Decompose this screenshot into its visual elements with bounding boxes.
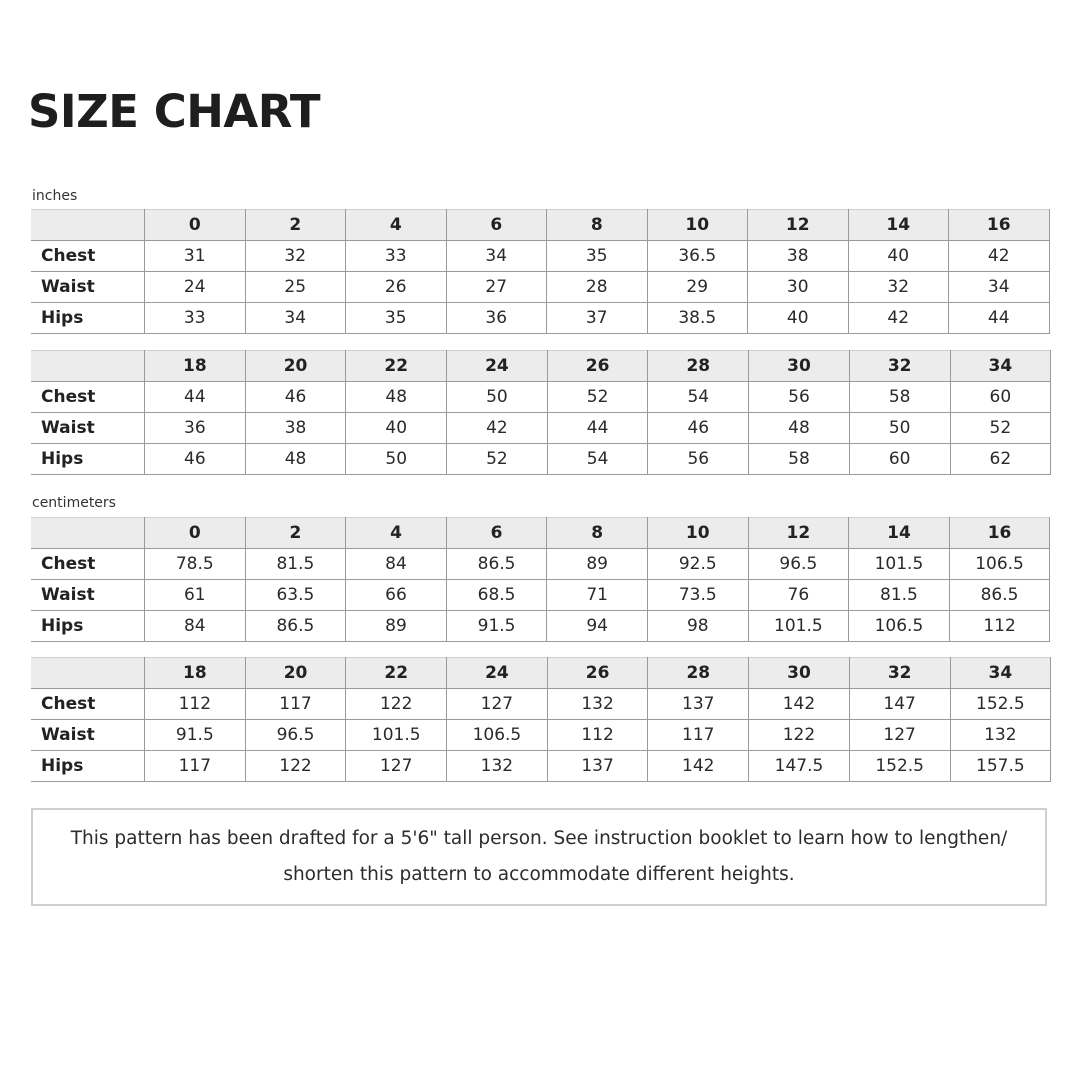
table-cell: 58: [849, 382, 950, 413]
table-cell: 33: [145, 303, 246, 334]
table-cell: 27: [446, 272, 547, 303]
table-cell: 101.5: [346, 720, 447, 751]
table-cell: 89: [547, 549, 648, 580]
table-cell: 127: [447, 689, 548, 720]
size-header-row: [32, 351, 1051, 382]
row-label: Chest: [32, 689, 145, 720]
size-header: 2: [245, 210, 346, 241]
table-cell: 106.5: [849, 611, 950, 642]
size-header: 26: [547, 351, 648, 382]
table-cell: 86.5: [245, 611, 346, 642]
table-cell: 25: [245, 272, 346, 303]
size-header: 20: [245, 658, 346, 689]
table-cell: 62: [950, 444, 1051, 475]
table-cell: 38.5: [647, 303, 748, 334]
table-cell: 122: [346, 689, 447, 720]
table-cell: 50: [447, 382, 548, 413]
table-cell: 101.5: [849, 549, 950, 580]
table-cell: 28: [547, 272, 648, 303]
table-cell: 127: [849, 720, 950, 751]
table-cell: 157.5: [950, 751, 1051, 782]
table-cell: 56: [648, 444, 749, 475]
table-cell: 44: [949, 303, 1050, 334]
size-header: 26: [547, 658, 648, 689]
table-cell: 127: [346, 751, 447, 782]
row-label: Waist: [32, 580, 145, 611]
table-cell: 54: [547, 444, 648, 475]
table-cell: 63.5: [245, 580, 346, 611]
table-cell: 122: [749, 720, 850, 751]
table-row: [32, 580, 1050, 611]
row-label: Hips: [32, 611, 145, 642]
table-cell: 78.5: [145, 549, 246, 580]
table-row: [32, 272, 1050, 303]
table-cell: 112: [547, 720, 648, 751]
table-cell: 86.5: [446, 549, 547, 580]
table-cell: 26: [346, 272, 447, 303]
table-cell: 46: [145, 444, 246, 475]
size-header: 12: [748, 518, 849, 549]
table-cell: 32: [245, 241, 346, 272]
table-cell: 50: [849, 413, 950, 444]
table-cell: 122: [245, 751, 346, 782]
table-cell: 52: [447, 444, 548, 475]
table-cell: 117: [245, 689, 346, 720]
table-cell: 40: [748, 303, 849, 334]
table-cell: 38: [245, 413, 346, 444]
table-cell: 132: [547, 689, 648, 720]
size-header: 14: [849, 518, 950, 549]
size-header: 24: [447, 658, 548, 689]
table-cell: 33: [346, 241, 447, 272]
table-cell: 24: [145, 272, 246, 303]
size-header-row: [32, 658, 1051, 689]
table-cell: 106.5: [949, 549, 1050, 580]
size-header: 34: [950, 658, 1051, 689]
table-cell: 66: [346, 580, 447, 611]
size-table-inches-18-34: [31, 350, 1051, 475]
table-cell: 81.5: [849, 580, 950, 611]
table-row: [32, 241, 1050, 272]
unit-label-inches: inches: [32, 188, 78, 204]
table-cell: 37: [547, 303, 648, 334]
unit-label-centimeters: centimeters: [32, 495, 116, 511]
table-cell: 38: [748, 241, 849, 272]
table-cell: 142: [648, 751, 749, 782]
table-cell: 60: [849, 444, 950, 475]
table-cell: 42: [447, 413, 548, 444]
table-cell: 52: [547, 382, 648, 413]
table-cell: 71: [547, 580, 648, 611]
table-cell: 68.5: [446, 580, 547, 611]
table-cell: 48: [245, 444, 346, 475]
table-cell: 54: [648, 382, 749, 413]
table-cell: 112: [949, 611, 1050, 642]
row-label: Waist: [32, 413, 145, 444]
table-cell: 84: [145, 611, 246, 642]
table-row: [32, 720, 1051, 751]
table-cell: 112: [145, 689, 246, 720]
size-header: 18: [145, 351, 246, 382]
table-cell: 32: [848, 272, 949, 303]
size-table-inches-0-16: [31, 209, 1050, 334]
row-label: Waist: [32, 720, 145, 751]
page-title: SIZE CHART: [28, 85, 321, 138]
size-header: 6: [446, 210, 547, 241]
table-row: [32, 444, 1051, 475]
table-cell: 34: [949, 272, 1050, 303]
table-cell: 36: [145, 413, 246, 444]
size-header: 4: [346, 210, 447, 241]
table-cell: 86.5: [949, 580, 1050, 611]
table-cell: 137: [648, 689, 749, 720]
table-cell: 56: [749, 382, 850, 413]
height-note-box: [31, 808, 1047, 906]
size-header: 34: [950, 351, 1051, 382]
table-cell: 46: [245, 382, 346, 413]
table-cell: 44: [547, 413, 648, 444]
table-cell: 34: [446, 241, 547, 272]
size-header: 2: [245, 518, 346, 549]
table-cell: 81.5: [245, 549, 346, 580]
table-cell: 31: [145, 241, 246, 272]
table-row: [32, 303, 1050, 334]
table-cell: 96.5: [748, 549, 849, 580]
size-header: 6: [446, 518, 547, 549]
size-header: 10: [647, 518, 748, 549]
header-corner: [32, 210, 145, 241]
table-cell: 94: [547, 611, 648, 642]
size-header: 8: [547, 210, 648, 241]
table-cell: 40: [346, 413, 447, 444]
size-header: 4: [346, 518, 447, 549]
table-cell: 117: [145, 751, 246, 782]
table-cell: 44: [145, 382, 246, 413]
table-cell: 40: [848, 241, 949, 272]
table-cell: 34: [245, 303, 346, 334]
table-cell: 48: [346, 382, 447, 413]
table-cell: 132: [950, 720, 1051, 751]
table-cell: 58: [749, 444, 850, 475]
table-row: [32, 413, 1051, 444]
size-header: 16: [949, 210, 1050, 241]
table-cell: 42: [848, 303, 949, 334]
row-label: Chest: [32, 382, 145, 413]
row-label: Hips: [32, 303, 145, 334]
size-header: 28: [648, 658, 749, 689]
size-header-row: [32, 518, 1050, 549]
table-cell: 152.5: [849, 751, 950, 782]
size-header: 32: [849, 351, 950, 382]
table-cell: 52: [950, 413, 1051, 444]
size-header: 24: [447, 351, 548, 382]
table-cell: 61: [145, 580, 246, 611]
table-cell: 91.5: [446, 611, 547, 642]
table-row: [32, 611, 1050, 642]
table-cell: 48: [749, 413, 850, 444]
header-corner: [32, 351, 145, 382]
size-header: 0: [145, 518, 246, 549]
table-cell: 84: [346, 549, 447, 580]
row-label: Waist: [32, 272, 145, 303]
size-header: 12: [748, 210, 849, 241]
size-table-centimeters-18-34: [31, 657, 1051, 782]
row-label: Chest: [32, 549, 145, 580]
table-cell: 92.5: [647, 549, 748, 580]
size-header: 18: [145, 658, 246, 689]
table-cell: 35: [346, 303, 447, 334]
table-cell: 73.5: [647, 580, 748, 611]
table-cell: 36: [446, 303, 547, 334]
table-cell: 147: [849, 689, 950, 720]
size-header: 32: [849, 658, 950, 689]
row-label: Chest: [32, 241, 145, 272]
row-label: Hips: [32, 444, 145, 475]
table-cell: 106.5: [447, 720, 548, 751]
size-header: 22: [346, 658, 447, 689]
size-header: 14: [848, 210, 949, 241]
table-row: [32, 689, 1051, 720]
table-cell: 36.5: [647, 241, 748, 272]
table-cell: 29: [647, 272, 748, 303]
table-cell: 91.5: [145, 720, 246, 751]
size-header: 30: [749, 658, 850, 689]
table-cell: 152.5: [950, 689, 1051, 720]
table-cell: 60: [950, 382, 1051, 413]
size-header: 8: [547, 518, 648, 549]
table-cell: 76: [748, 580, 849, 611]
table-cell: 42: [949, 241, 1050, 272]
size-header-row: [32, 210, 1050, 241]
table-cell: 142: [749, 689, 850, 720]
size-header: 30: [749, 351, 850, 382]
table-cell: 101.5: [748, 611, 849, 642]
size-header: 10: [647, 210, 748, 241]
size-header: 16: [949, 518, 1050, 549]
table-cell: 98: [647, 611, 748, 642]
row-label: Hips: [32, 751, 145, 782]
table-cell: 50: [346, 444, 447, 475]
table-cell: 96.5: [245, 720, 346, 751]
size-header: 28: [648, 351, 749, 382]
table-cell: 117: [648, 720, 749, 751]
table-cell: 137: [547, 751, 648, 782]
table-cell: 35: [547, 241, 648, 272]
size-table-centimeters-0-16: [31, 517, 1050, 642]
size-header: 0: [145, 210, 246, 241]
header-corner: [32, 518, 145, 549]
height-note-text: This pattern has been drafted for a 5'6" tall person. See instruction booklet to learn how to lengthen/ shorten this pattern to accommodate different heights.: [70, 828, 1008, 885]
size-header: 22: [346, 351, 447, 382]
table-cell: 89: [346, 611, 447, 642]
size-header: 20: [245, 351, 346, 382]
table-row: [32, 751, 1051, 782]
table-cell: 46: [648, 413, 749, 444]
table-row: [32, 549, 1050, 580]
header-corner: [32, 658, 145, 689]
table-cell: 132: [447, 751, 548, 782]
table-cell: 147.5: [749, 751, 850, 782]
table-row: [32, 382, 1051, 413]
table-cell: 30: [748, 272, 849, 303]
